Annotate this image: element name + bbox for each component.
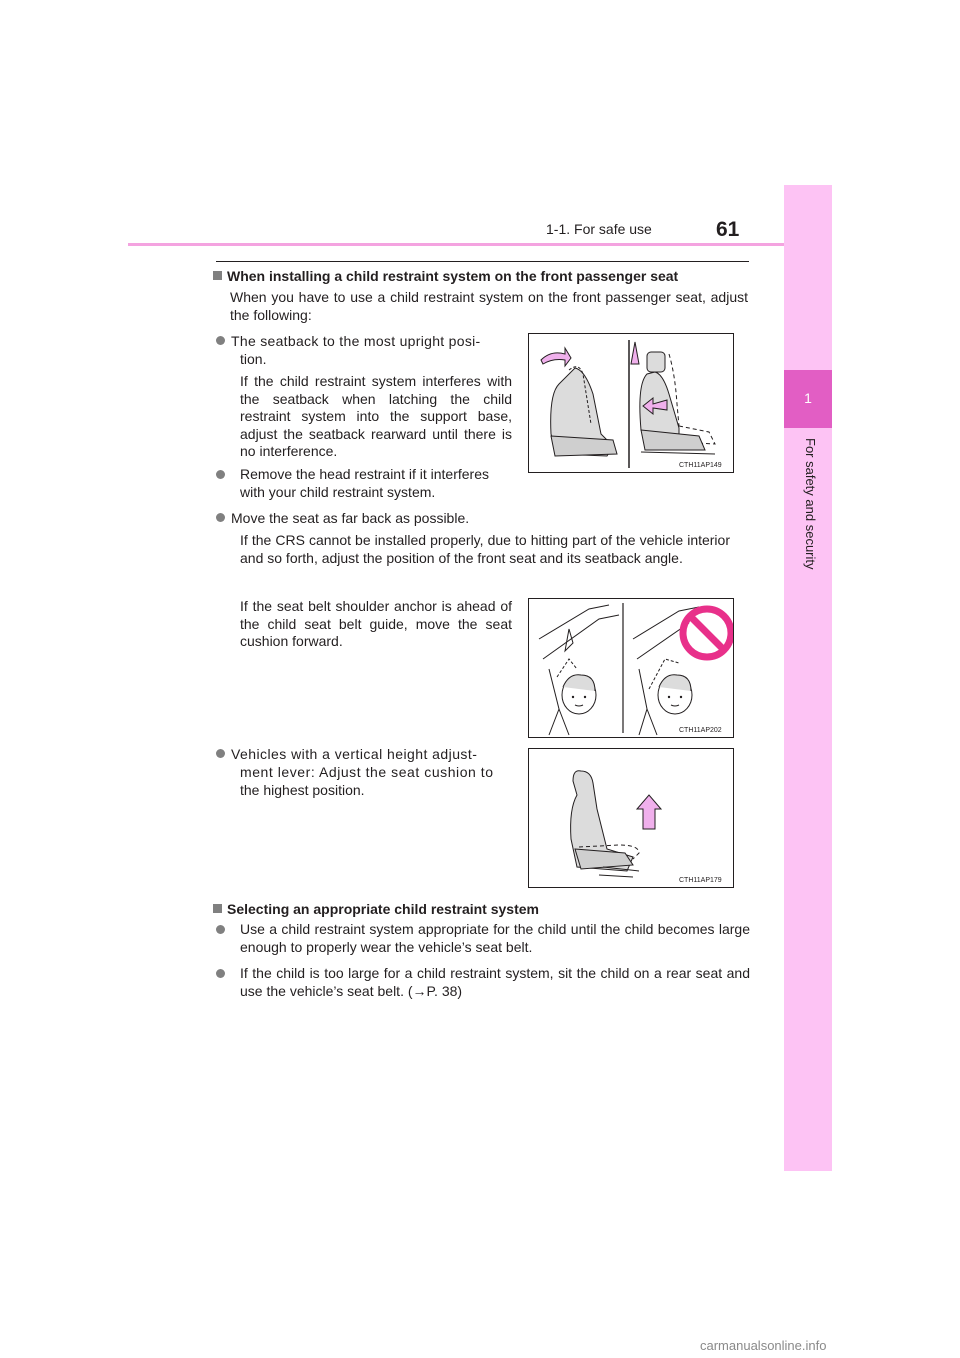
square-bullet-icon (213, 904, 222, 913)
bullet-head-restraint (216, 466, 516, 501)
chapter-number: 1 (804, 390, 812, 406)
bullet-height-lever-line3: the highest position. (240, 782, 365, 798)
bullet-icon (216, 513, 225, 522)
seat-height-illustration (529, 749, 733, 887)
section2-bullet-too-large-text: If the child is too large for a child restraint system, sit the child on a rear seat and use the vehicle’s seat belt. (→P. 38) (240, 965, 750, 999)
section1-heading (213, 268, 678, 284)
shoulder-anchor-note: If the seat belt shoulder anchor is ahead of the child seat belt guide, move the seat cushion forward. (240, 598, 512, 649)
figure-seat-height (528, 748, 734, 888)
bullet-icon (216, 969, 225, 978)
bullet-seatback-line1: The seatback to the most upright posi- (231, 333, 481, 349)
section1-heading-text: When installing a child restraint system on the front passenger seat (227, 268, 679, 284)
figure-shoulder-anchor (528, 598, 734, 738)
section2-bullet-appropriate (216, 921, 750, 956)
bullet-seatback (216, 333, 516, 351)
seat-adjust-illustration (529, 334, 733, 472)
bullet-icon (216, 336, 225, 345)
figure-seatback-upright (528, 333, 734, 473)
watermark: carmanualsonline.info (700, 1338, 827, 1353)
bullet-seatback-line2: tion. (240, 351, 267, 367)
bullet-head-restraint-text: Remove the head restraint if it interferes with your child restraint system. (240, 466, 490, 500)
bullet-move-seat-note: If the CRS cannot be installed properly, due to hitting part of the vehicle interior and so forth, adjust the position of the front seat and its seatback angle. (240, 532, 730, 566)
header-rule (128, 243, 832, 246)
side-tab (784, 185, 832, 1171)
figure-code: CTH11AP202 (679, 727, 722, 734)
section2-bullet-too-large (216, 965, 750, 1000)
section-rule (216, 261, 749, 262)
bullet-seatback-note: If the child restraint system interferes with the seatback when latching the child restraint system into the support base, adjust the seatback rearward until there is no interference. (240, 373, 512, 459)
section-title: 1-1. For safe use (546, 221, 652, 237)
bullet-height-lever-line2: ment lever: Adjust the seat cushion to (240, 764, 494, 780)
chapter-title: For safety and security (803, 438, 818, 570)
section2-heading (213, 901, 539, 917)
page-number: 61 (716, 218, 740, 241)
figure-code: CTH11AP179 (679, 877, 722, 884)
bullet-icon (216, 925, 225, 934)
figure-code: CTH11AP149 (679, 462, 722, 469)
bullet-icon (216, 749, 225, 758)
bullet-icon (216, 470, 225, 479)
section1-intro: When you have to use a child restraint system on the front passenger seat, adjust the following: (230, 289, 748, 323)
bullet-height-lever (216, 746, 516, 764)
bullet-height-lever-line1: Vehicles with a vertical height adjust- (231, 746, 478, 762)
bullet-move-seat-text: Move the seat as far back as possible. (231, 510, 470, 526)
bullet-move-seat (216, 510, 736, 528)
shoulder-anchor-illustration (529, 599, 733, 737)
section2-bullet-appropriate-text: Use a child restraint system appropriate for the child until the child becomes large enough to properly wear the vehicle’s seat belt. (240, 921, 750, 955)
section2-heading-text: Selecting an appropriate child restraint system (227, 901, 539, 917)
square-bullet-icon (213, 271, 222, 280)
